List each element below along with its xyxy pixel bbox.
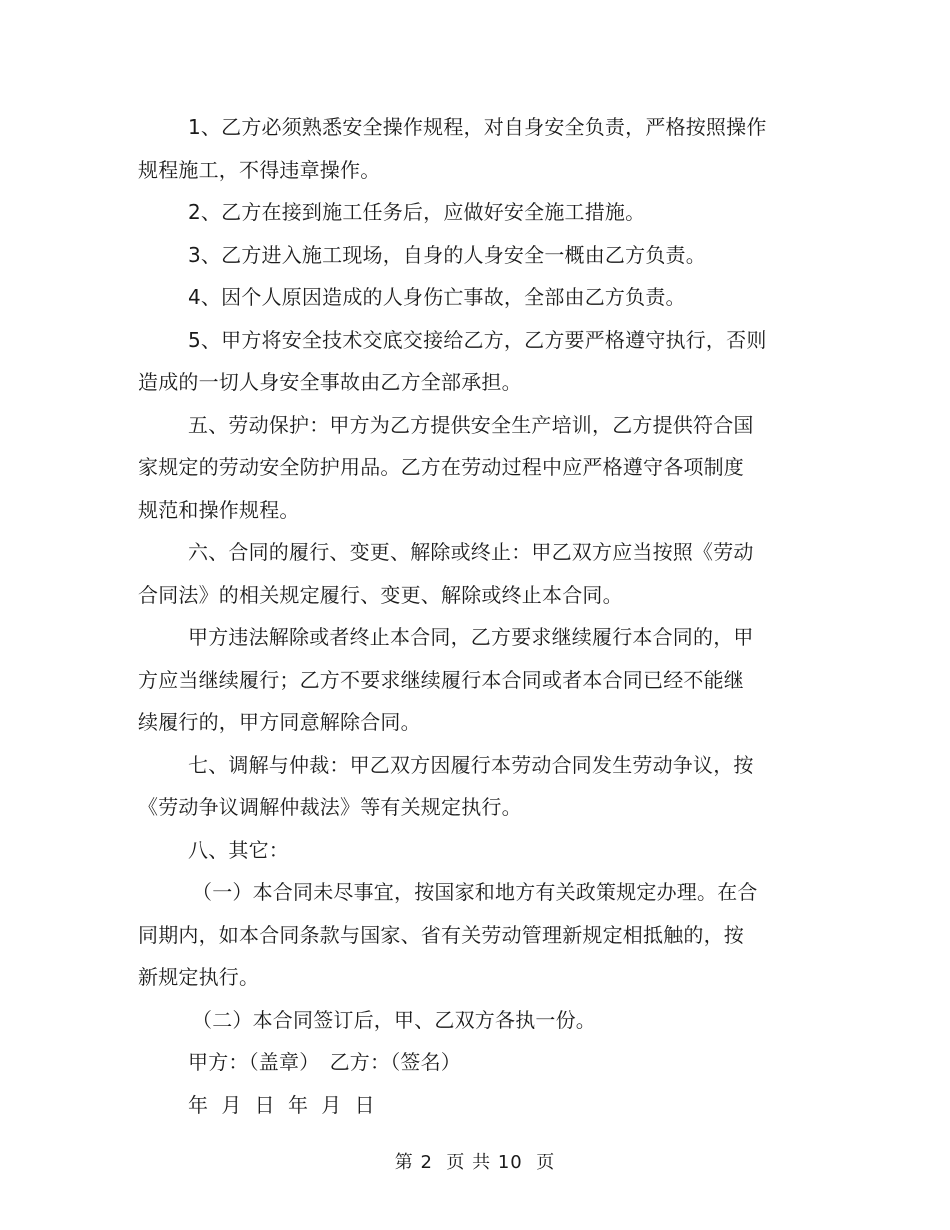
paragraph-line: 1、乙方必须熟悉安全操作规程，对自身安全负责，严格按照操作	[188, 115, 767, 139]
date-line	[138, 1084, 778, 1127]
paragraph-line: 新规定执行。	[138, 965, 260, 989]
section-mediation-arbitration	[138, 744, 778, 829]
clause-3	[138, 234, 778, 277]
paragraph-line: 八、其它：	[188, 837, 289, 862]
other-item-2	[138, 999, 778, 1042]
paragraph-line: （二）本合同签订后，甲、乙双方各执一份。	[192, 1007, 596, 1032]
paragraph-line: 3、乙方进入施工现场，自身的人身安全一概由乙方负责。	[188, 242, 706, 267]
document-body	[138, 106, 778, 1126]
paragraph-line: 甲方违法解除或者终止本合同，乙方要求继续履行本合同的，甲	[188, 625, 754, 649]
paragraph-line: 规范和操作规程。	[138, 497, 300, 522]
paragraph-line: 2、乙方在接到施工任务后，应做好安全施工措施。	[188, 200, 646, 224]
paragraph-line: 甲方：（盖章） 乙方：（签名）	[188, 1050, 461, 1074]
clause-2	[138, 191, 778, 234]
paragraph-line: 续履行的，甲方同意解除合同。	[138, 710, 421, 734]
signature-line	[138, 1041, 778, 1084]
paragraph-line: 方应当继续履行；乙方不要求继续履行本合同或者本合同已经不能继	[138, 667, 744, 692]
section-other-heading	[138, 829, 778, 872]
paragraph-line: 合同法》的相关规定履行、变更、解除或终止本合同。	[138, 582, 623, 607]
paragraph-line: 年 月 日 年 月 日	[188, 1092, 375, 1117]
clause-4	[138, 276, 778, 319]
other-item-1	[138, 871, 778, 999]
paragraph-line: 造成的一切人身安全事故由乙方全部承担。	[138, 370, 522, 394]
paragraph-line: 五、劳动保护：甲方为乙方提供安全生产培训，乙方提供符合国	[188, 412, 754, 437]
paragraph-line: 5、甲方将安全技术交底交接给乙方，乙方要严格遵守执行，否则	[188, 327, 767, 352]
paragraph-line: 七、调解与仲裁：甲乙双方因履行本劳动合同发生劳动争议，按	[188, 752, 754, 777]
paragraph-illegal-termination	[138, 616, 778, 744]
paragraph-line: 同期内，如本合同条款与国家、省有关劳动管理新规定相抵触的，按	[138, 922, 744, 947]
clause-5	[138, 319, 778, 404]
paragraph-line: 家规定的劳动安全防护用品。乙方在劳动过程中应严格遵守各项制度	[138, 455, 744, 479]
paragraph-line: 六、合同的履行、变更、解除或终止：甲乙双方应当按照《劳动	[188, 540, 754, 564]
section-labor-protection	[138, 404, 778, 532]
paragraph-line: 4、因个人原因造成的人身伤亡事故，全部由乙方负责。	[188, 285, 686, 309]
page-number-footer: 第 2 页 共 10 页	[394, 1152, 556, 1173]
paragraph-line: （一）本合同未尽事宜，按国家和地方有关政策规定办理。在合	[192, 880, 758, 904]
paragraph-line: 《劳动争议调解仲裁法》等有关规定执行。	[138, 795, 522, 819]
paragraph-line: 规程施工，不得违章操作。	[138, 157, 381, 182]
clause-1	[138, 106, 778, 191]
section-contract-performance	[138, 531, 778, 616]
